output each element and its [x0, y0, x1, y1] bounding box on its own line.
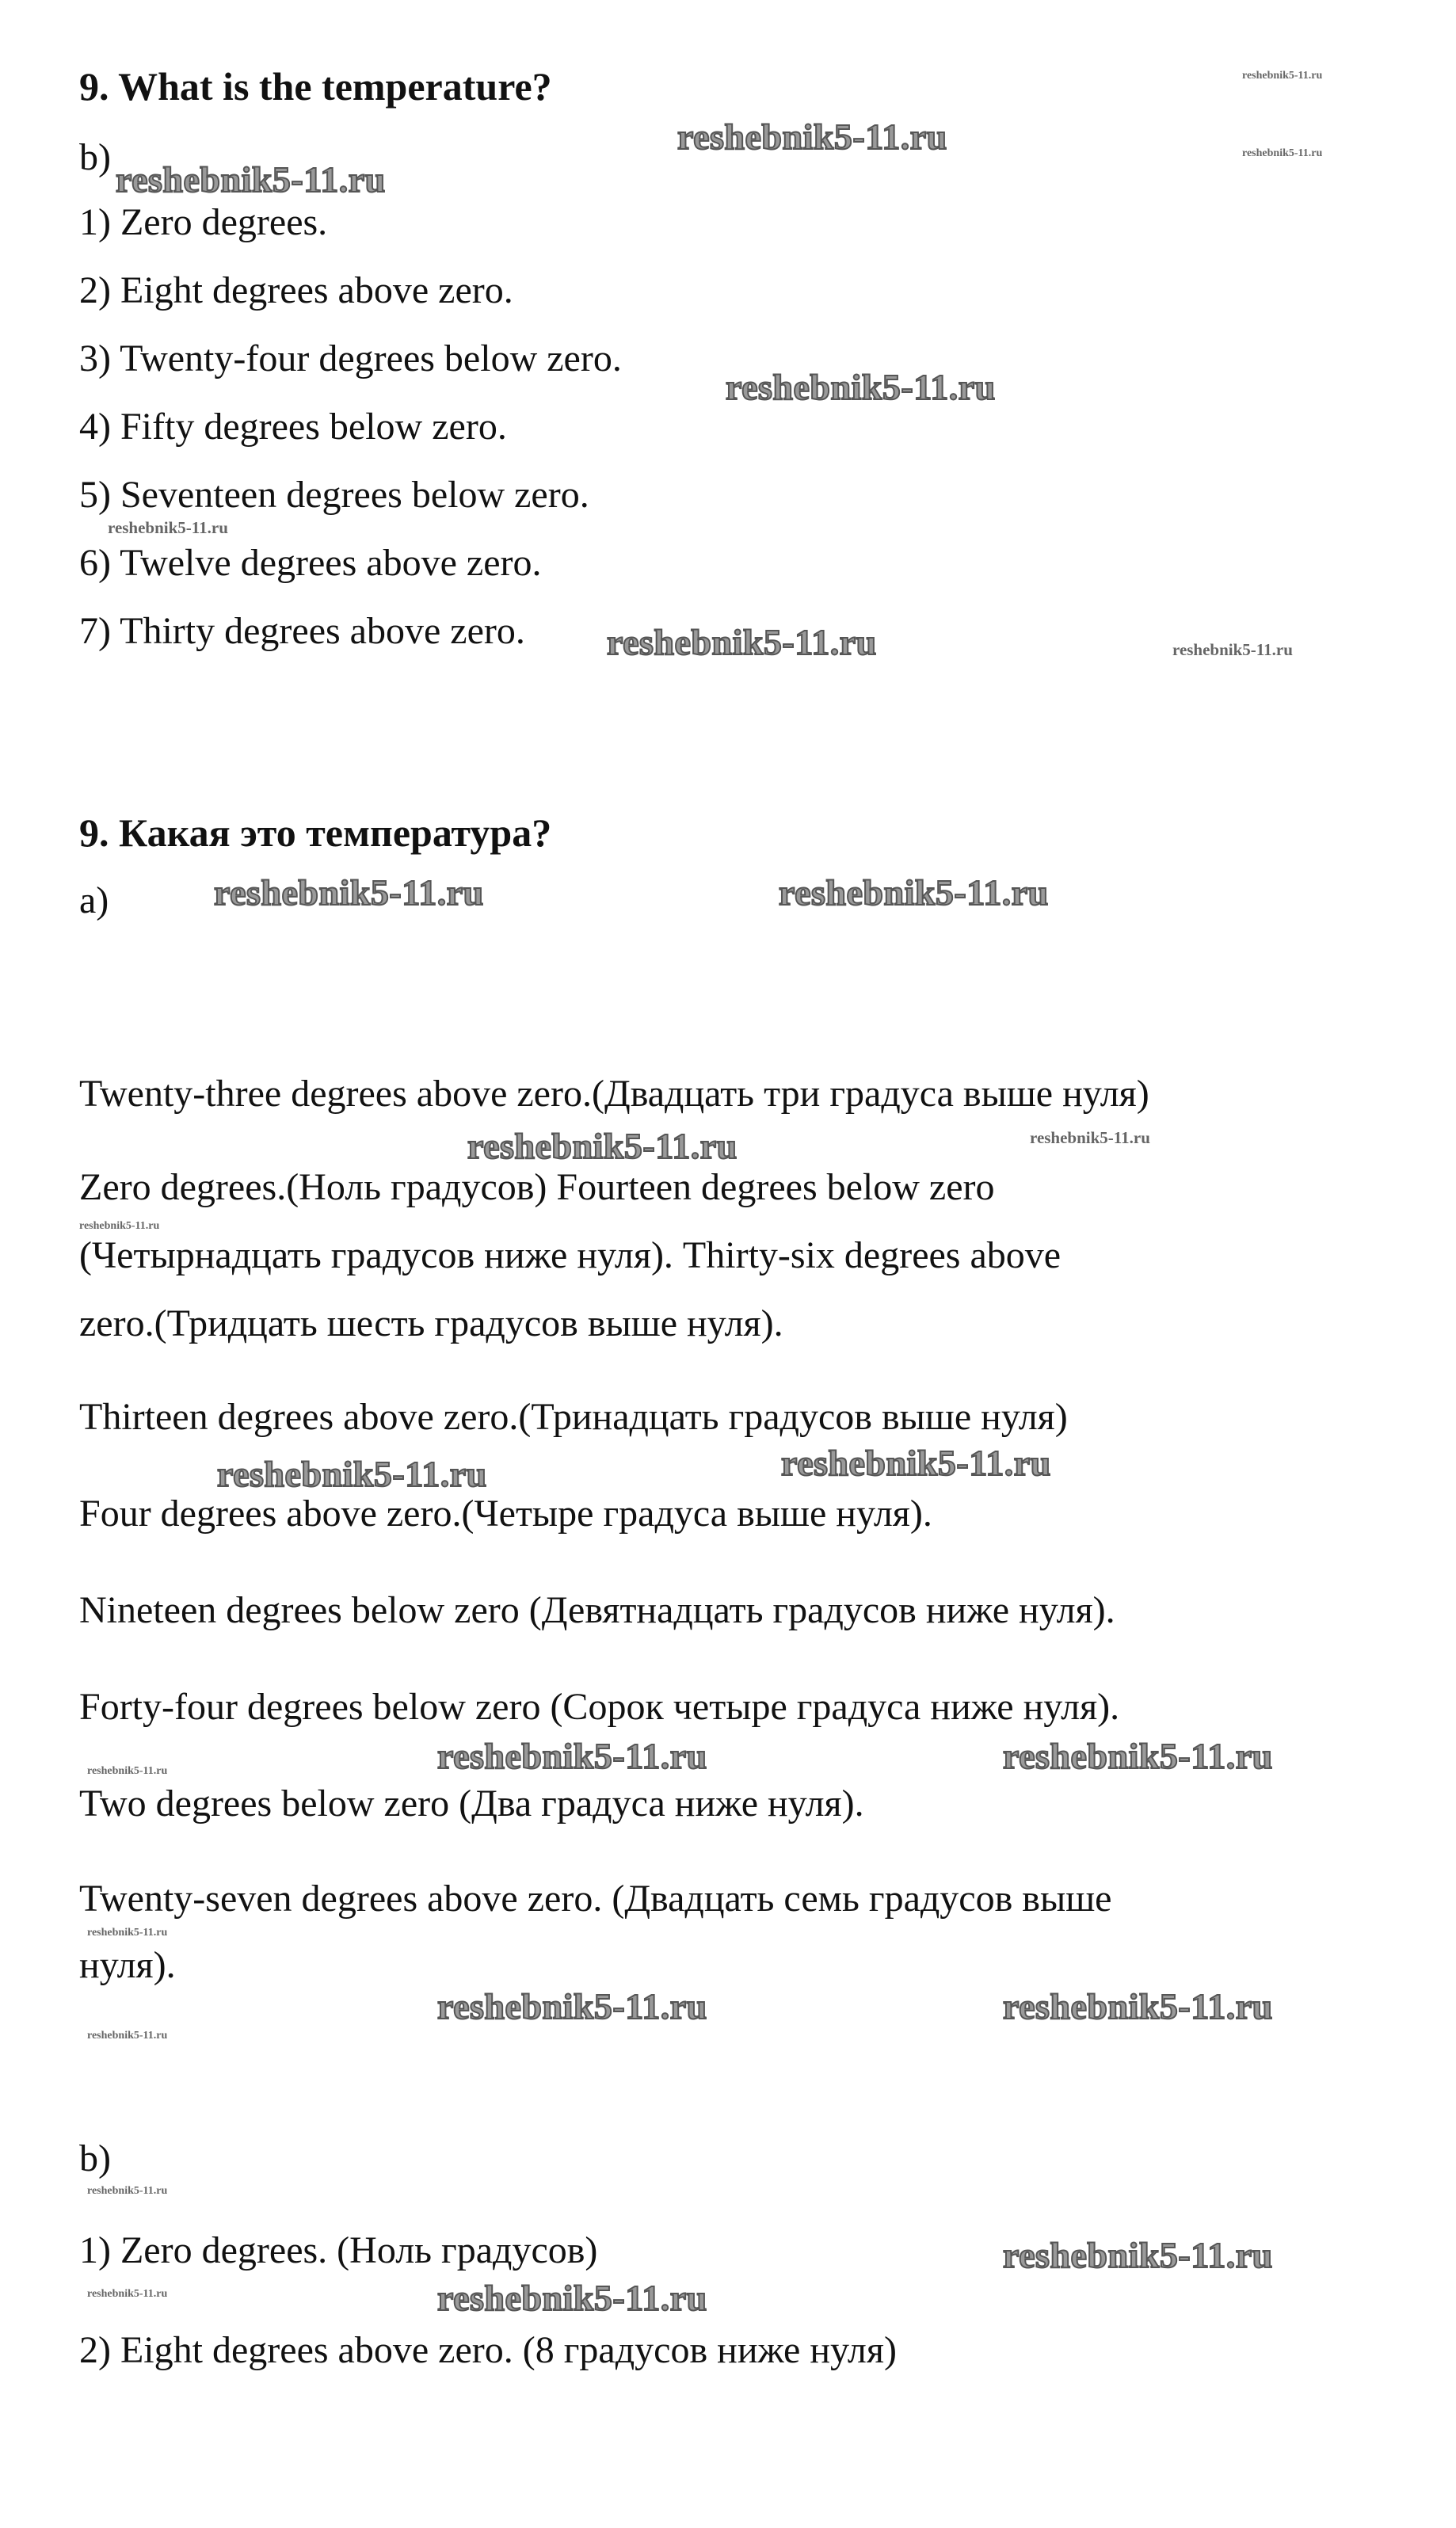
- list-item: 1) Zero degrees. (Ноль градусов): [79, 2229, 598, 2271]
- watermark: reshebnik5-11.ru: [467, 1126, 738, 1166]
- watermark: reshebnik5-11.ru: [1242, 147, 1323, 159]
- watermark: reshebnik5-11.ru: [87, 2288, 168, 2300]
- answer-line: Zero degrees.(Ноль градусов) Fourteen degrees below zero: [79, 1166, 995, 1208]
- answer-line: zero.(Тридцать шесть градусов выше нуля).: [79, 1302, 783, 1344]
- heading-ru: 9. Какая это температура?: [79, 810, 552, 855]
- watermark: reshebnik5-11.ru: [607, 622, 877, 662]
- sub-label-b-en: b): [79, 136, 111, 178]
- watermark: reshebnik5-11.ru: [726, 367, 996, 407]
- watermark: reshebnik5-11.ru: [437, 1736, 707, 1776]
- watermark: reshebnik5-11.ru: [437, 2278, 707, 2318]
- answer-line: Twenty-three degrees above zero.(Двадцать три градуса выше нуля): [79, 1073, 1149, 1115]
- watermark: reshebnik5-11.ru: [1003, 2235, 1273, 2275]
- list-item: 3) Twenty-four degrees below zero.: [79, 337, 622, 379]
- watermark: reshebnik5-11.ru: [79, 1220, 160, 1232]
- watermark: reshebnik5-11.ru: [116, 159, 386, 200]
- watermark: reshebnik5-11.ru: [1030, 1128, 1150, 1147]
- list-item: 5) Seventeen degrees below zero.: [79, 474, 589, 516]
- watermark: reshebnik5-11.ru: [108, 518, 228, 537]
- answer-line: нуля).: [79, 1944, 176, 1986]
- list-item: 2) Eight degrees above zero. (8 градусов ниже нуля): [79, 2329, 897, 2371]
- watermark: reshebnik5-11.ru: [1003, 1986, 1273, 2027]
- watermark: reshebnik5-11.ru: [437, 1986, 707, 2027]
- list-item: 2) Eight degrees above zero.: [79, 269, 513, 311]
- watermark: reshebnik5-11.ru: [1003, 1736, 1273, 1776]
- answer-line: Nineteen degrees below zero (Девятнадцать градусов ниже нуля).: [79, 1589, 1115, 1631]
- answer-line: Forty-four degrees below zero (Сорок четыре градуса ниже нуля).: [79, 1686, 1120, 1728]
- watermark: reshebnik5-11.ru: [87, 2030, 168, 2042]
- watermark: reshebnik5-11.ru: [217, 1454, 487, 1494]
- watermark: reshebnik5-11.ru: [779, 872, 1049, 913]
- sub-label-a: а): [79, 879, 109, 921]
- list-item: 1) Zero degrees.: [79, 201, 328, 243]
- watermark: reshebnik5-11.ru: [781, 1443, 1051, 1483]
- list-item: 6) Twelve degrees above zero.: [79, 542, 542, 584]
- sub-label-b-ru: b): [79, 2137, 111, 2179]
- watermark: reshebnik5-11.ru: [1242, 70, 1323, 82]
- watermark: reshebnik5-11.ru: [87, 2185, 168, 2197]
- watermark: reshebnik5-11.ru: [87, 1927, 168, 1939]
- watermark: reshebnik5-11.ru: [677, 116, 947, 157]
- answer-line: Four degrees above zero.(Четыре градуса выше нуля).: [79, 1493, 932, 1535]
- watermark: reshebnik5-11.ru: [214, 872, 484, 913]
- watermark: reshebnik5-11.ru: [87, 1765, 168, 1777]
- answer-line: (Четырнадцать градусов ниже нуля). Thirty-six degrees above: [79, 1234, 1062, 1276]
- answer-line: Two degrees below zero (Два градуса ниже нуля).: [79, 1783, 864, 1825]
- list-item: 7) Thirty degrees above zero.: [79, 610, 525, 652]
- answer-line: Twenty-seven degrees above zero. (Двадцать семь градусов выше: [79, 1878, 1112, 1920]
- heading-en: 9. What is the temperature?: [79, 64, 552, 109]
- list-item: 4) Fifty degrees below zero.: [79, 406, 507, 448]
- answer-line: Thirteen degrees above zero.(Тринадцать градусов выше нуля): [79, 1396, 1068, 1438]
- watermark: reshebnik5-11.ru: [1172, 640, 1293, 659]
